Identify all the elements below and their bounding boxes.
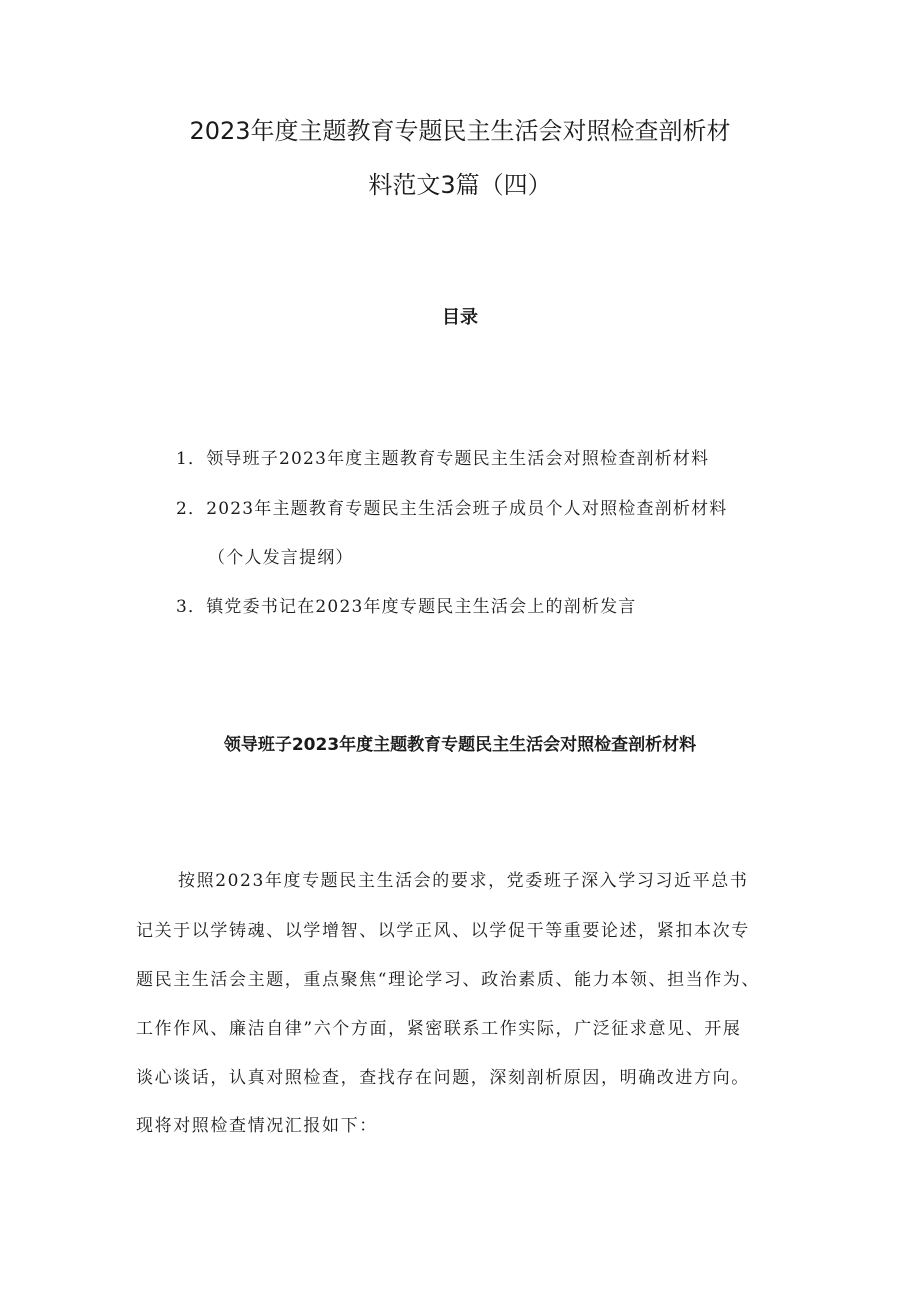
toc-heading: 目录 bbox=[442, 307, 478, 328]
toc-item-3: 3．镇党委书记在2023年度专题民主生活会上的剖析发言 bbox=[176, 597, 637, 617]
title-line-2: 料范文3篇（四） bbox=[368, 171, 552, 199]
title-line-1: 2023年度主题教育专题民主生活会对照检查剖析材 bbox=[189, 117, 731, 145]
toc-item-2: 2．2023年主题教育专题民主生活会班子成员个人对照检查剖析材料 bbox=[176, 499, 728, 519]
toc-item-2-continuation: （个人发言提纲） bbox=[208, 548, 354, 568]
paragraph-line-4: 工作作风、廉洁自律”六个方面，紧密联系工作实际，广泛征求意见、开展 bbox=[136, 1019, 742, 1039]
paragraph-line-3: 题民主生活会主题，重点聚焦“理论学习、政治素质、能力本领、担当作为、 bbox=[136, 970, 761, 990]
paragraph-line-2: 记关于以学铸魂、以学增智、以学正风、以学促干等重要论述，紧扣本次专 bbox=[136, 921, 750, 941]
paragraph-line-1: 按照2023年度专题民主生活会的要求，党委班子深入学习习近平总书 bbox=[178, 871, 749, 891]
paragraph-line-5: 谈心谈话，认真对照检查，查找存在问题，深刻剖析原因，明确改进方向。 bbox=[136, 1068, 750, 1088]
toc-item-1: 1．领导班子2023年度主题教育专题民主生活会对照检查剖析材料 bbox=[176, 449, 710, 469]
document-title bbox=[140, 104, 780, 212]
paragraph-line-6: 现将对照检查情况汇报如下： bbox=[136, 1116, 378, 1136]
section-title: 领导班子2023年度主题教育专题民主生活会对照检查剖析材料 bbox=[223, 735, 697, 755]
